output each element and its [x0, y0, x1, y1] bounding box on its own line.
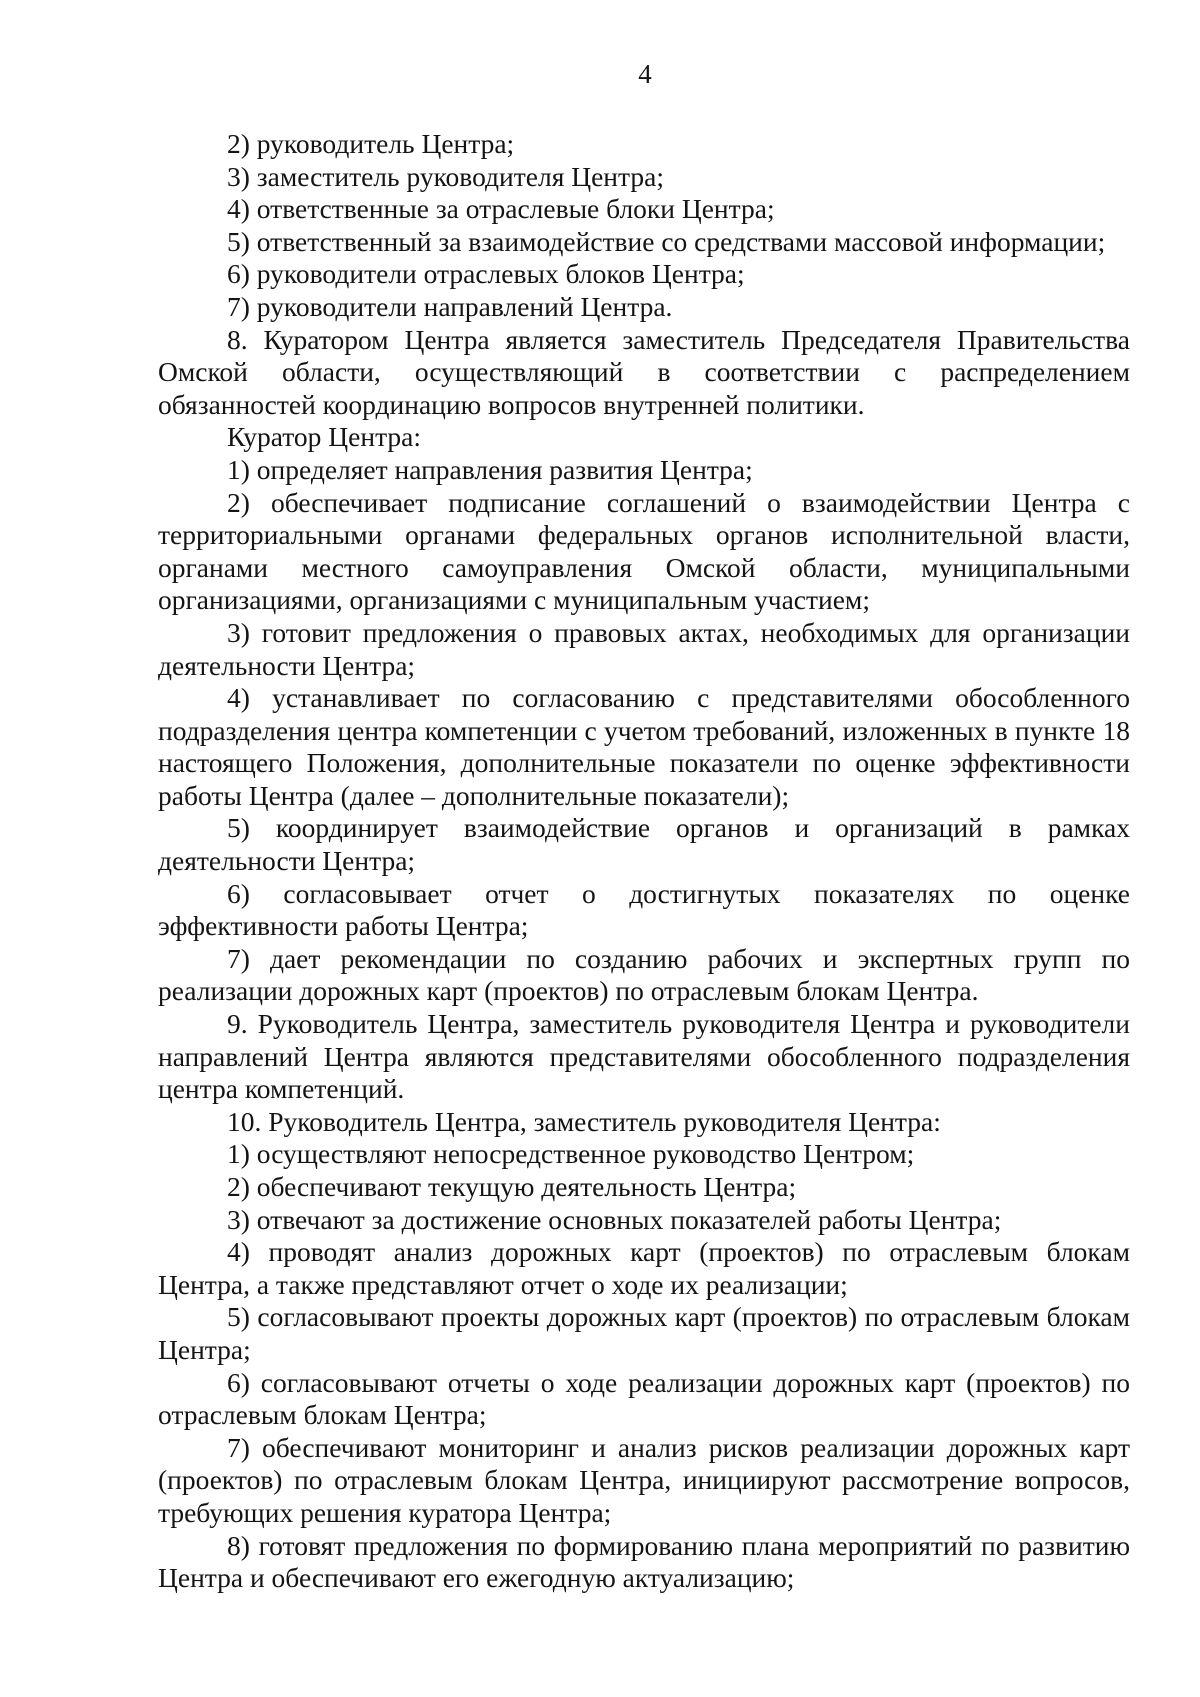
- head-item-2: 2) обеспечивают текущую деятельность Центра;: [227, 1171, 797, 1202]
- list-item-4-responsible: 4) ответственные за отраслевые блоки Центра;: [227, 193, 775, 225]
- head-item-1: 1) осуществляют непосредственное руководство Центром;: [227, 1138, 915, 1170]
- clause-8-curator: 8. Куратором Центра является заместитель Председателя Правительства Омской области, осуществляющий в соответствии с распределением обязанностей координацию вопросов внутренней политики.: [158, 323, 1130, 420]
- curator-item-7: 7) дает рекомендации по созданию рабочих и экспертных групп по реализации дорожных карт (проектов) по отраслевым блокам Центра.: [158, 942, 1130, 1007]
- list-item-5-media: 5) ответственный за взаимодействие со средствами массовой информации;: [227, 225, 1106, 257]
- curator-item-5: 5) координирует взаимодействие органов и организаций в рамках деятельности Центра;: [158, 812, 1130, 877]
- curator-item-1: 1) определяет направления развития Центра;: [227, 453, 753, 485]
- clause-9-representatives: 9. Руководитель Центра, заместитель руководителя Центра и руководители направлений Центра являются представителями обособленного подразделения центра компетенций.: [158, 1008, 1130, 1105]
- list-item-3-deputy: 3) заместитель руководителя Центра;: [227, 160, 664, 192]
- list-item-7-direction-heads: 7) руководители направлений Центра.: [227, 290, 673, 322]
- document-body: [158, 128, 1130, 1595]
- page-number: 4: [638, 59, 652, 89]
- head-item-7: 7) обеспечивают мониторинг и анализ рисков реализации дорожных карт (проектов) по отраслевым блокам Центра, инициируют рассмотрение вопросов, требующих решения куратора Центра;: [158, 1431, 1130, 1528]
- curator-intro: Куратор Центра:: [227, 421, 422, 453]
- curator-item-4: 4) устанавливает по согласованию с представителями обособленного подразделения центра компетенции с учетом требований, изложенных в пункте 18 настоящего Положения, дополнительные показатели по оценке эффективности работы Центра (далее – дополнительные показатели);: [158, 682, 1130, 811]
- curator-item-2: 2) обеспечивает подписание соглашений о взаимодействии Центра с территориальными органами федеральных органов исполнительной власти, органами местного самоуправления Омской области, муниципальными организациями, организациями с муниципальным участием;: [158, 486, 1130, 616]
- curator-item-3: 3) готовит предложения о правовых актах, необходимых для организации деятельности Центра;: [158, 616, 1130, 681]
- curator-item-6: 6) согласовывает отчет о достигнутых показателях по оценке эффективности работы Центра;: [158, 877, 1130, 942]
- head-item-3: 3) отвечают за достижение основных показателей работы Центра;: [227, 1203, 1002, 1235]
- head-item-4: 4) проводят анализ дорожных карт (проектов) по отраслевым блокам Центра, а также представляют отчет о ходе их реализации;: [158, 1236, 1130, 1300]
- list-item-2-head: 2) руководитель Центра;: [227, 128, 515, 159]
- clause-10-intro: 10. Руководитель Центра, заместитель руководителя Центра:: [227, 1105, 941, 1137]
- head-item-6: 6) согласовывают отчеты о ходе реализации дорожных карт (проектов) по отраслевым блокам Центра;: [158, 1366, 1130, 1431]
- head-item-5: 5) согласовывают проекты дорожных карт (проектов) по отраслевым блокам Центра;: [158, 1301, 1130, 1365]
- list-item-6-block-heads: 6) руководители отраслевых блоков Центра;: [227, 258, 745, 290]
- head-item-8: 8) готовят предложения по формированию плана мероприятий по развитию Центра и обеспечивают его ежегодную актуализацию;: [158, 1529, 1130, 1594]
